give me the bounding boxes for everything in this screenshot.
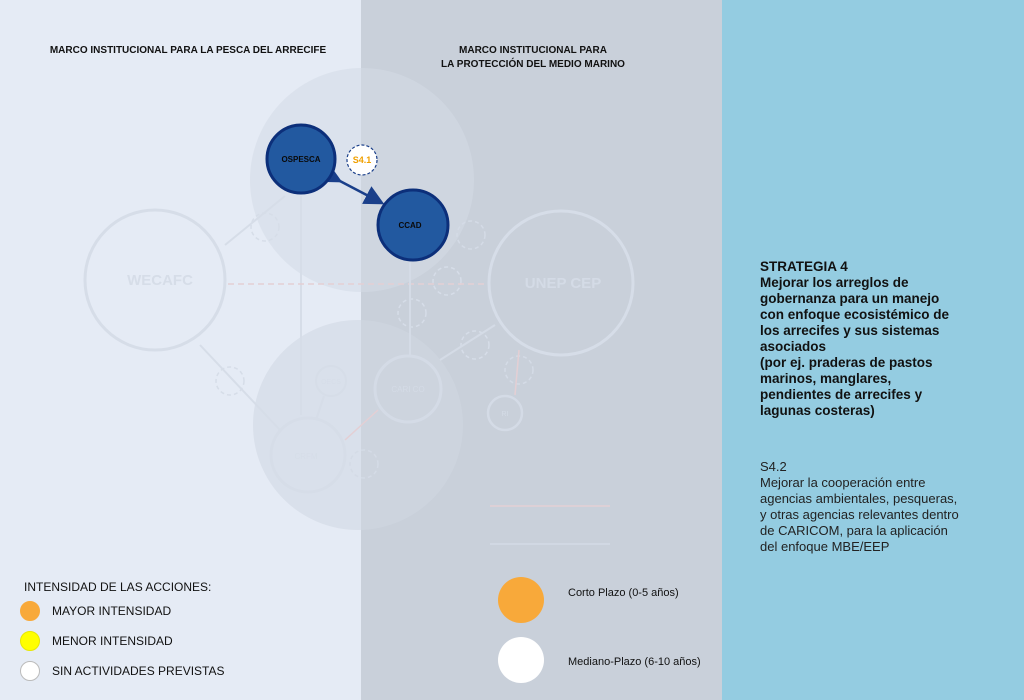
unep-cep-label: UNEP CEP — [524, 275, 602, 292]
strategy-line: asociados — [760, 339, 827, 354]
strategy-line: gobernanza para un manejo — [760, 291, 940, 306]
strategy-block — [760, 259, 990, 419]
legend-item-label: MAYOR INTENSIDAD — [52, 604, 172, 618]
strategy-line: los arrecifes y sus sistemas — [760, 323, 940, 338]
s42-line: agencias ambientales, pesqueras, — [760, 491, 958, 506]
strategy-line: pendientes de arrecifes y — [760, 387, 923, 402]
s42-line: de CARICOM, para la aplicación — [760, 523, 948, 538]
strategy-line: Mejorar los arreglos de — [760, 275, 909, 290]
dashed-circle-5 — [505, 356, 533, 384]
ccad-label: CCAD — [398, 221, 422, 230]
crfm-label: CRFM — [294, 452, 318, 461]
s42-block — [760, 459, 990, 555]
dashed-circle-3 — [398, 299, 426, 327]
white-dot-icon — [20, 661, 40, 681]
connector-caricom-unep — [440, 325, 495, 360]
white-circle-icon — [498, 637, 544, 683]
ospesca-label: OSPESCA — [281, 155, 321, 164]
s42-line: del enfoque MBE/EEP — [760, 539, 890, 554]
legend-term-medium: Mediano-Plazo (6-10 años) — [568, 656, 701, 668]
oecs-label: OECS — [321, 379, 341, 386]
caricom-label: CARI CO — [391, 385, 425, 394]
yellow-dot-icon — [20, 631, 40, 651]
strategy-title: STRATEGIA 4 — [760, 259, 848, 274]
s42-line: Mejorar la cooperación entre — [760, 475, 926, 490]
s42-code: S4.2 — [760, 459, 787, 474]
dashed-circle-2 — [433, 267, 461, 295]
legend-item-label: MENOR INTENSIDAD — [52, 634, 173, 648]
orange-dot-icon — [20, 601, 40, 621]
strategy-line: marinos, manglares, — [760, 371, 892, 386]
title-reef-fisheries: MARCO INSTITUCIONAL PARA LA PESCA DEL ARRECIFE — [49, 45, 327, 56]
legend-intensity-heading: INTENSIDAD DE LAS ACCIONES: — [24, 580, 212, 594]
title-mid-line2: LA PROTECCIÓN DEL MEDIO MARINO — [441, 59, 625, 70]
strategy-line: con enfoque ecosistémico de — [760, 307, 950, 322]
wecafc-label: WECAFC — [127, 272, 193, 289]
small-node-label: RI — [501, 411, 509, 418]
s41-label: S4.1 — [352, 155, 372, 165]
strategy-line: (por ej. praderas de pastos — [760, 355, 933, 370]
s42-line: y otras agencias relevantes dentro — [760, 507, 959, 522]
title-mid-line1: MARCO INSTITUCIONAL PARA — [459, 45, 607, 56]
strategy-line: lagunas costeras) — [760, 403, 875, 418]
legend-item-label: SIN ACTIVIDADES PREVISTAS — [52, 664, 225, 678]
orange-circle-icon — [498, 577, 544, 623]
legend-term-short: Corto Plazo (0-5 años) — [568, 587, 679, 599]
dashed-circle-6 — [216, 367, 244, 395]
